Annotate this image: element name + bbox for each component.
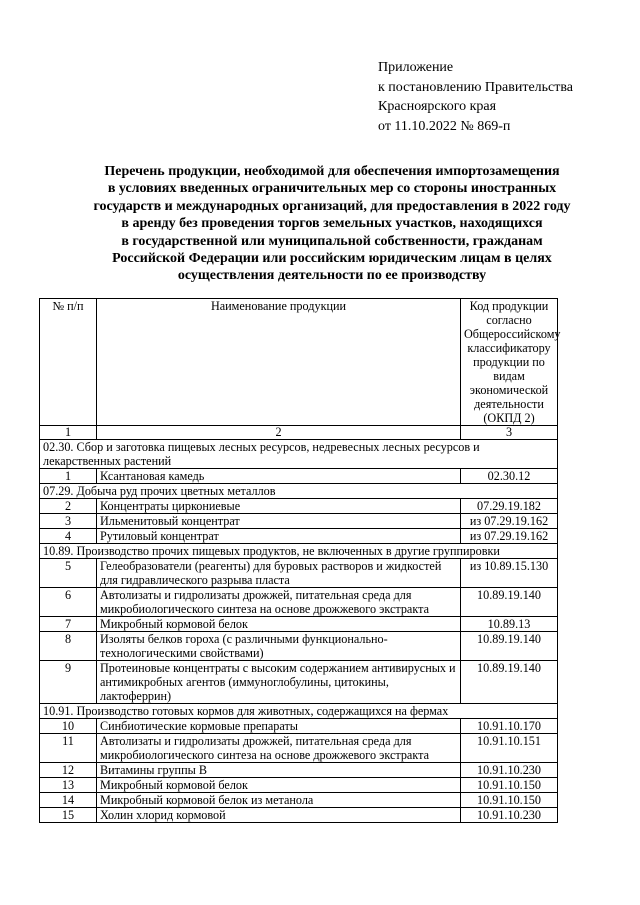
appendix-line: от 11.10.2022 № 869-п <box>378 118 511 134</box>
okpd-code: 10.91.10.150 <box>461 778 558 793</box>
section-row <box>40 440 558 469</box>
appendix-block <box>378 58 573 136</box>
row-number: 13 <box>40 778 97 793</box>
product-name: Ксантановая камедь <box>97 469 461 484</box>
okpd-code: 10.91.10.230 <box>461 808 558 823</box>
column-numbers-row <box>40 426 558 440</box>
col-number: 1 <box>40 426 97 440</box>
section-row <box>40 544 558 559</box>
row-number: 12 <box>40 763 97 778</box>
header-code: Код продукции согласно Общероссийскому классификатору продукции по видам экономической деятельности (ОКПД 2) <box>461 299 558 426</box>
row-number: 10 <box>40 719 97 734</box>
product-name: Протеиновые концентраты с высоким содержанием антивирусных и антимикробных агентов (иммуноглобулины, цитокины, лактоферрин) <box>97 661 461 704</box>
table-row <box>40 588 558 617</box>
title-line: в государственной или муниципальной собственности, гражданам <box>121 233 543 249</box>
section-title: 10.91. Производство готовых кормов для животных, содержащихся на фермах <box>40 704 558 719</box>
table-row <box>40 559 558 588</box>
table-row <box>40 499 558 514</box>
table-row <box>40 469 558 484</box>
title-line: государств и международных организаций, для предоставления в 2022 году <box>93 198 571 214</box>
okpd-code: 10.89.19.140 <box>461 661 558 704</box>
product-name: Микробный кормовой белок из метанола <box>97 793 461 808</box>
section-title: 10.89. Производство прочих пищевых продуктов, не включенных в другие группировки <box>40 544 558 559</box>
okpd-code: 07.29.19.182 <box>461 499 558 514</box>
product-name: Автолизаты и гидролизаты дрожжей, питательная среда для микробиологического синтеза на основе дрожжевого экстракта <box>97 588 461 617</box>
okpd-code: 02.30.12 <box>461 469 558 484</box>
row-number: 8 <box>40 632 97 661</box>
table-header-row <box>40 299 558 426</box>
okpd-code: из 10.89.15.130 <box>461 559 558 588</box>
row-number: 9 <box>40 661 97 704</box>
okpd-code: 10.91.10.150 <box>461 793 558 808</box>
appendix-line: Красноярского края <box>378 99 497 114</box>
row-number: 2 <box>40 499 97 514</box>
title-line: осуществления деятельности по ее производству <box>177 268 487 284</box>
row-number: 4 <box>40 529 97 544</box>
table-row <box>40 778 558 793</box>
section-row <box>40 704 558 719</box>
product-name: Микробный кормовой белок <box>97 778 461 793</box>
row-number: 7 <box>40 617 97 632</box>
product-name: Рутиловый концентрат <box>97 529 461 544</box>
table-row <box>40 763 558 778</box>
row-number: 14 <box>40 793 97 808</box>
table-row <box>40 719 558 734</box>
okpd-code: 10.91.10.170 <box>461 719 558 734</box>
col-number: 3 <box>461 426 558 440</box>
products-table <box>39 298 561 823</box>
title-line: в аренду без проведения торгов земельных участков, находящихся <box>121 216 543 232</box>
product-name: Ильменитовый концентрат <box>97 514 461 529</box>
row-number: 5 <box>40 559 97 588</box>
okpd-code: из 07.29.19.162 <box>461 529 558 544</box>
table-row <box>40 529 558 544</box>
row-number: 6 <box>40 588 97 617</box>
appendix-line: Приложение <box>378 60 454 75</box>
row-number: 3 <box>40 514 97 529</box>
document-title <box>60 163 604 285</box>
row-number: 1 <box>40 469 97 484</box>
row-number: 11 <box>40 734 97 763</box>
okpd-code: 10.91.10.151 <box>461 734 558 763</box>
product-name: Витамины группы В <box>97 763 461 778</box>
title-line: Российской Федерации или российским юридическим лицам в целях <box>112 251 552 267</box>
section-title: 07.29. Добыча руд прочих цветных металлов <box>40 484 558 499</box>
product-name: Гелеобразователи (реагенты) для буровых растворов и жидкостей для гидравлического разрыва пласта <box>97 559 461 588</box>
product-name: Микробный кормовой белок <box>97 617 461 632</box>
product-name: Синбиотические кормовые препараты <box>97 719 461 734</box>
table-row <box>40 793 558 808</box>
okpd-code: из 07.29.19.162 <box>461 514 558 529</box>
product-name: Автолизаты и гидролизаты дрожжей, питательная среда для микробиологического синтеза на основе дрожжевого экстракта <box>97 734 461 763</box>
product-name: Изоляты белков гороха (с различными функционально-технологическими свойствами) <box>97 632 461 661</box>
table-row <box>40 661 558 704</box>
okpd-code: 10.89.19.140 <box>461 632 558 661</box>
okpd-code: 10.91.10.230 <box>461 763 558 778</box>
col-number: 2 <box>97 426 461 440</box>
row-number: 15 <box>40 808 97 823</box>
okpd-code: 10.89.13 <box>461 617 558 632</box>
table-row <box>40 617 558 632</box>
product-name: Концентраты циркониевые <box>97 499 461 514</box>
table-row <box>40 734 558 763</box>
product-name: Холин хлорид кормовой <box>97 808 461 823</box>
header-no: № п/п <box>40 299 97 426</box>
section-row <box>40 484 558 499</box>
table-row <box>40 514 558 529</box>
table-row <box>40 632 558 661</box>
header-name: Наименование продукции <box>97 299 461 426</box>
table-row <box>40 808 558 823</box>
okpd-code: 10.89.19.140 <box>461 588 558 617</box>
appendix-line: к постановлению Правительства <box>378 79 574 95</box>
section-title: 02.30. Сбор и заготовка пищевых лесных ресурсов, недревесных лесных ресурсов и лекарственных растений <box>40 440 558 469</box>
title-line: Перечень продукции, необходимой для обеспечения импортозамещения <box>104 164 560 179</box>
title-line: в условиях введенных ограничительных мер со стороны иностранных <box>107 181 557 197</box>
